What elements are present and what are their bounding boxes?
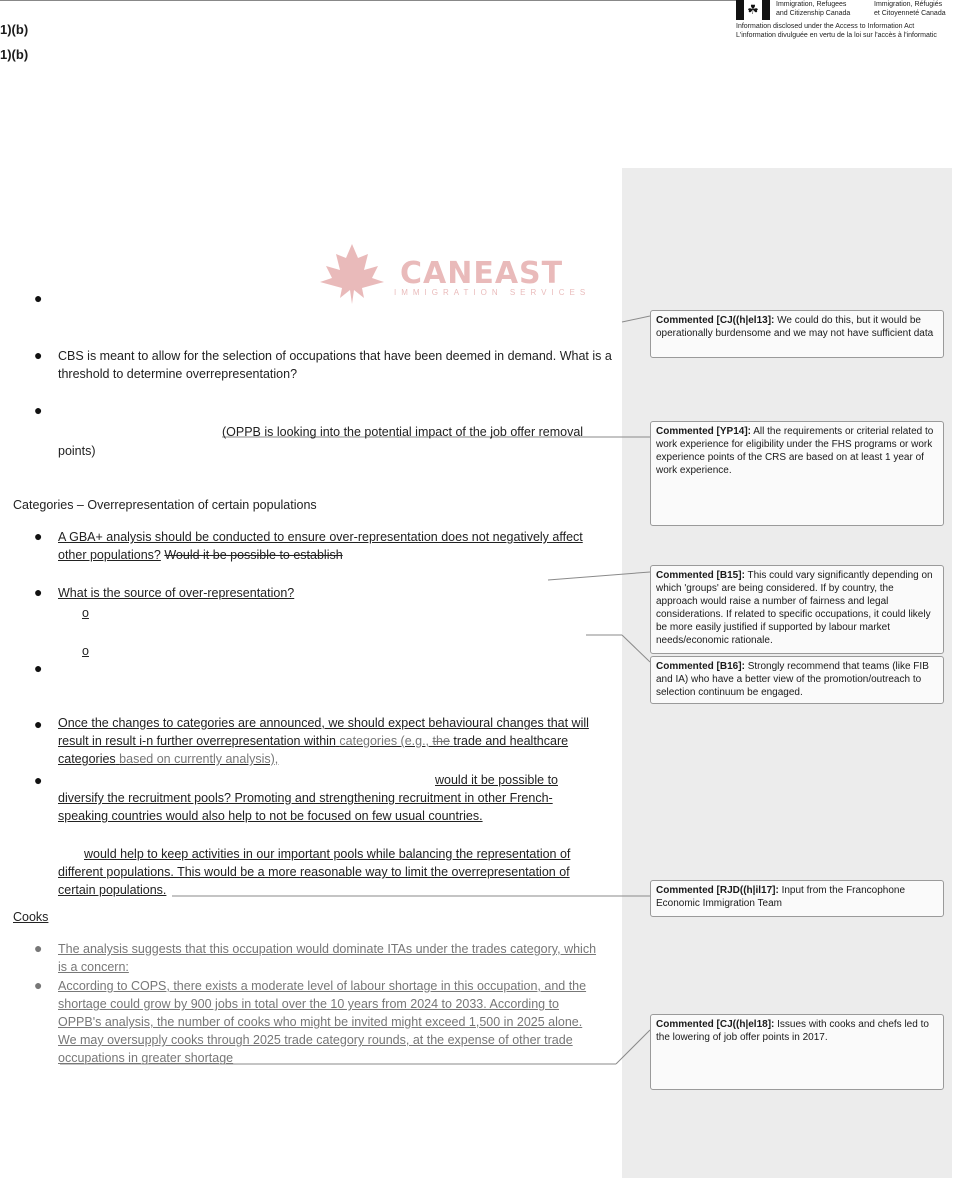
comment-cj18[interactable]: Commented [CJ((h|el18]: Issues with cooks and chefs led to the lowering of job offer points in 2017. [650, 1014, 944, 1090]
cbs-threshold-question: CBS is meant to allow for the selection of occupations that have been deemed in demand. What is a threshold to determine overrepresentation? [58, 349, 612, 381]
diversify-question-start: would it be possible to [435, 773, 558, 787]
source-question-bullet: What is the source of over-representation? [58, 586, 295, 600]
watermark-title: CANEAST [400, 256, 564, 291]
balancing-paragraph: would help to keep activities in our important pools while balancing the representation of different populations. This would be a more reasonable way to limit the overrepresentation of certain populations. [58, 847, 571, 897]
comment-rjd17[interactable]: Commented [RJD((h|il17]: Input from the Francophone Economic Immigration Team [650, 880, 944, 917]
department-name-en: Immigration, Refugees and Citizenship Canada [776, 1, 851, 17]
disclosure-fr: L'information divulguée en vertu de la loi sur l'accès à l'informatic [736, 32, 937, 39]
gba-analysis-bullet: A GBA+ analysis should be conducted to ensure over-representation does not negatively affect other populations? Would it be possible to establish [58, 530, 583, 562]
department-name-fr: Immigration, Réfugiés et Citoyenneté Canada [874, 1, 946, 17]
bullet-marker: ● [34, 402, 43, 418]
bullet-marker: ● [34, 660, 43, 676]
disclosure-en: Information disclosed under the Access to Information Act [736, 23, 915, 30]
oppb-note-end: points) [58, 444, 96, 458]
redaction-label: 1)(b) [0, 22, 29, 37]
bullet-marker: ● [34, 347, 43, 363]
redaction-label: 1)(b) [0, 47, 29, 62]
sub-bullet-marker: o [82, 606, 89, 620]
bullet-marker: ● [34, 584, 43, 600]
bullet-marker: ● [34, 772, 43, 788]
cooks-dominate-bullet: The analysis suggests that this occupation would dominate ITAs under the trades category, which is a concern: [58, 942, 597, 974]
bullet-marker: ● [34, 290, 43, 306]
comment-yp14[interactable]: Commented [YP14]: All the requirements or criterial related to work experience for eligibility under the FHS programs or work experience points of the CRS are based on at least 1 year of work experience. [650, 421, 944, 526]
sub-bullet-marker: o [82, 644, 89, 658]
canada-flag-icon: ☘ [736, 0, 770, 20]
comment-b16[interactable]: Commented [B16]: Strongly recommend that teams (like FIB and IA) who have a better view of the promotion/outreach to selection continuum be engaged. [650, 656, 944, 704]
watermark-subtitle: IMMIGRATION SERVICES [394, 288, 591, 297]
cooks-heading: Cooks [13, 910, 49, 924]
cops-shortage-bullet: According to COPS, there exists a moderate level of labour shortage in this occupation, and the shortage could grow by 900 jobs in total over the 10 years from 2024 to 2033. According to OPPB's analysis, the number of cooks who might be invited might exceed 1,500 in 2025 alone. We may oversupply cooks through 2025 trade category rounds, at the expense of other trade occupations in greater shortage [58, 979, 587, 1065]
bullet-marker: ● [34, 528, 43, 544]
comment-cj13[interactable]: Commented [CJ((h|el13]: We could do this, but it would be operationally burdensome and we may not have sufficient data [650, 310, 944, 358]
bullet-marker: ● [34, 977, 43, 993]
bullet-marker: ● [34, 940, 43, 956]
behavioural-changes-bullet: Once the changes to categories are announced, we should expect behavioural changes that will result in result i-n further overrepresentation within categories (e.g., the trade and healthcare categories based on currently analysis), [58, 716, 589, 766]
diversify-question: diversify the recruitment pools? Promoting and strengthening recruitment in other French- speaking countries would also help to not be focused on few usual countries. [58, 791, 553, 823]
comment-b15[interactable]: Commented [B15]: This could vary significantly depending on which 'groups' are being considered. If by country, the approach would raise a number of fairness and legal considerations. If related to specific occupations, it could likely be more easily justified if supported by labour market needs/economic rationale. [650, 565, 944, 654]
bullet-marker: ● [34, 716, 43, 732]
oppb-note: (OPPB is looking into the potential impact of the job offer removal [222, 425, 584, 439]
categories-heading: Categories – Overrepresentation of certain populations [13, 498, 317, 512]
